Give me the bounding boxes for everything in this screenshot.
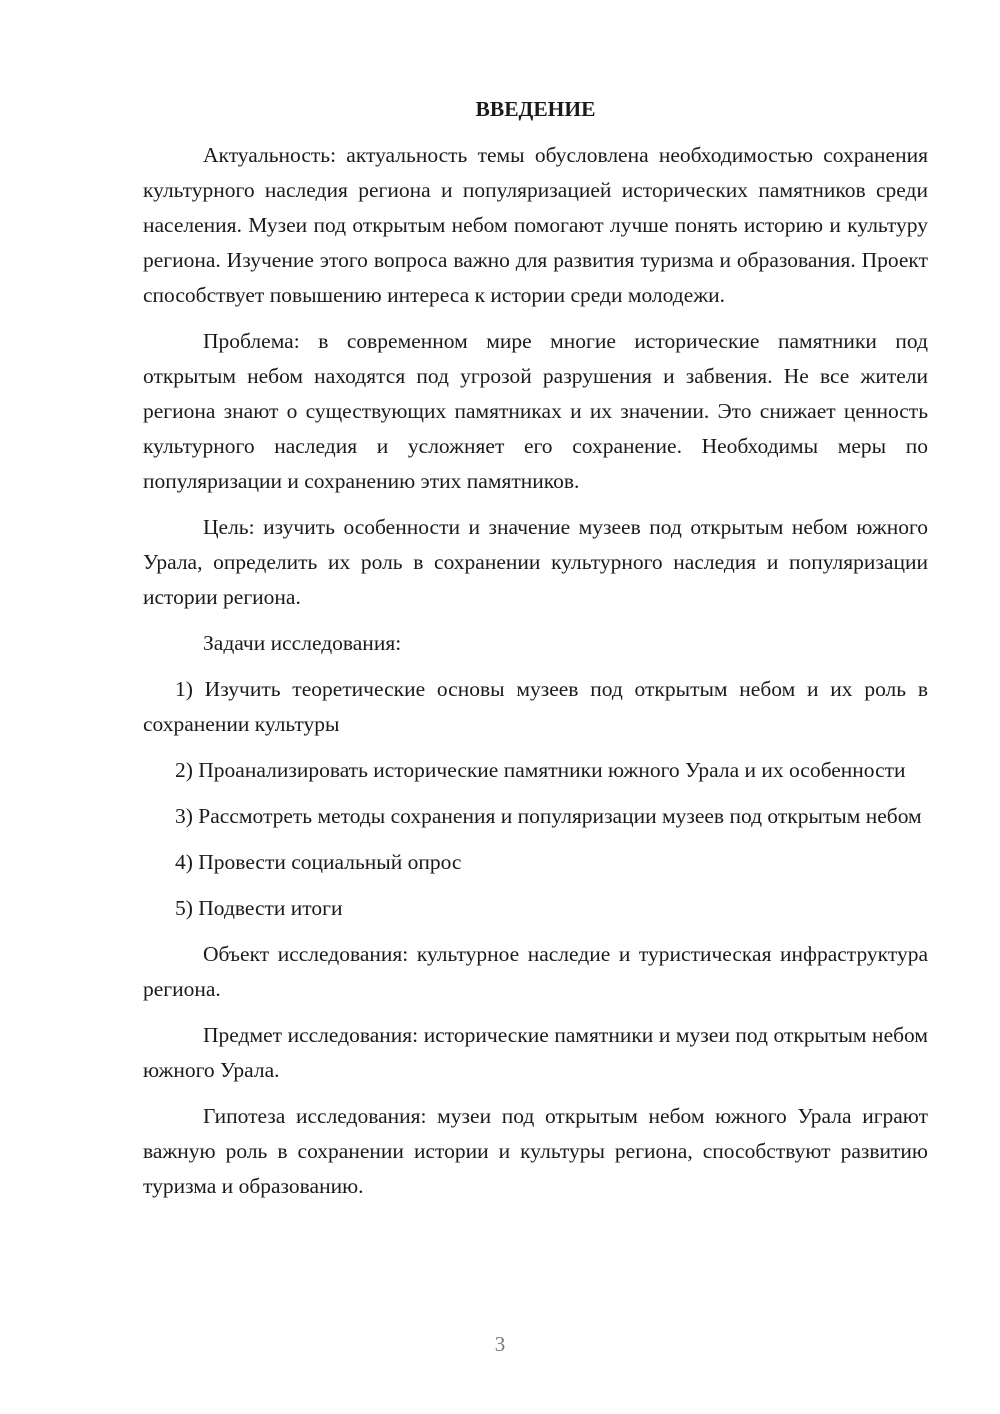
- task-item: 1) Изучить теоретические основы музеев под открытым небом и их роль в сохранении культуры: [143, 677, 928, 736]
- problem-paragraph: Проблема: в современном мире многие исторические памятники под открытым небом находятся под угрозой разрушения и забвения. Не все жители региона знают о существующих памятниках и их значении. Это снижает ценность культурного наследия и усложняет его сохранение. Необходимы меры по популяризации и сохранению этих памятников.: [143, 329, 928, 493]
- goal-paragraph: Цель: изучить особенности и значение музеев под открытым небом южного Урала, определить их роль в сохранении культурного наследия и популяризации истории региона.: [143, 515, 928, 609]
- hypothesis-paragraph: Гипотеза исследования: музеи под открытым небом южного Урала играют важную роль в сохранении истории и культуры региона, способствуют развитию туризма и образованию.: [143, 1104, 928, 1198]
- section-title: ВВЕДЕНИЕ: [475, 97, 596, 121]
- task-item: 4) Провести социальный опрос: [175, 850, 462, 874]
- relevance-paragraph: Актуальность: актуальность темы обусловлена необходимостью сохранения культурного наследия региона и популяризацией исторических памятников среди населения. Музеи под открытым небом помогают лучше понять историю и культуру региона. Изучение этого вопроса важно для развития туризма и образования. Проект способствует повышению интереса к истории среди молодежи.: [143, 143, 928, 307]
- tasks-list: [143, 672, 928, 926]
- document-page: [143, 92, 928, 1215]
- object-paragraph: Объект исследования: культурное наследие и туристическая инфраструктура региона.: [143, 942, 928, 1001]
- task-item: 2) Проанализировать исторические памятники южного Урала и их особенности: [175, 758, 906, 782]
- page-number: 3: [494, 1332, 506, 1356]
- subject-paragraph: Предмет исследования: исторические памятники и музеи под открытым небом южного Урала.: [143, 1023, 928, 1082]
- task-item: 5) Подвести итоги: [175, 896, 343, 920]
- task-item: 3) Рассмотреть методы сохранения и популяризации музеев под открытым небом: [175, 804, 922, 828]
- tasks-heading: Задачи исследования:: [203, 631, 402, 655]
